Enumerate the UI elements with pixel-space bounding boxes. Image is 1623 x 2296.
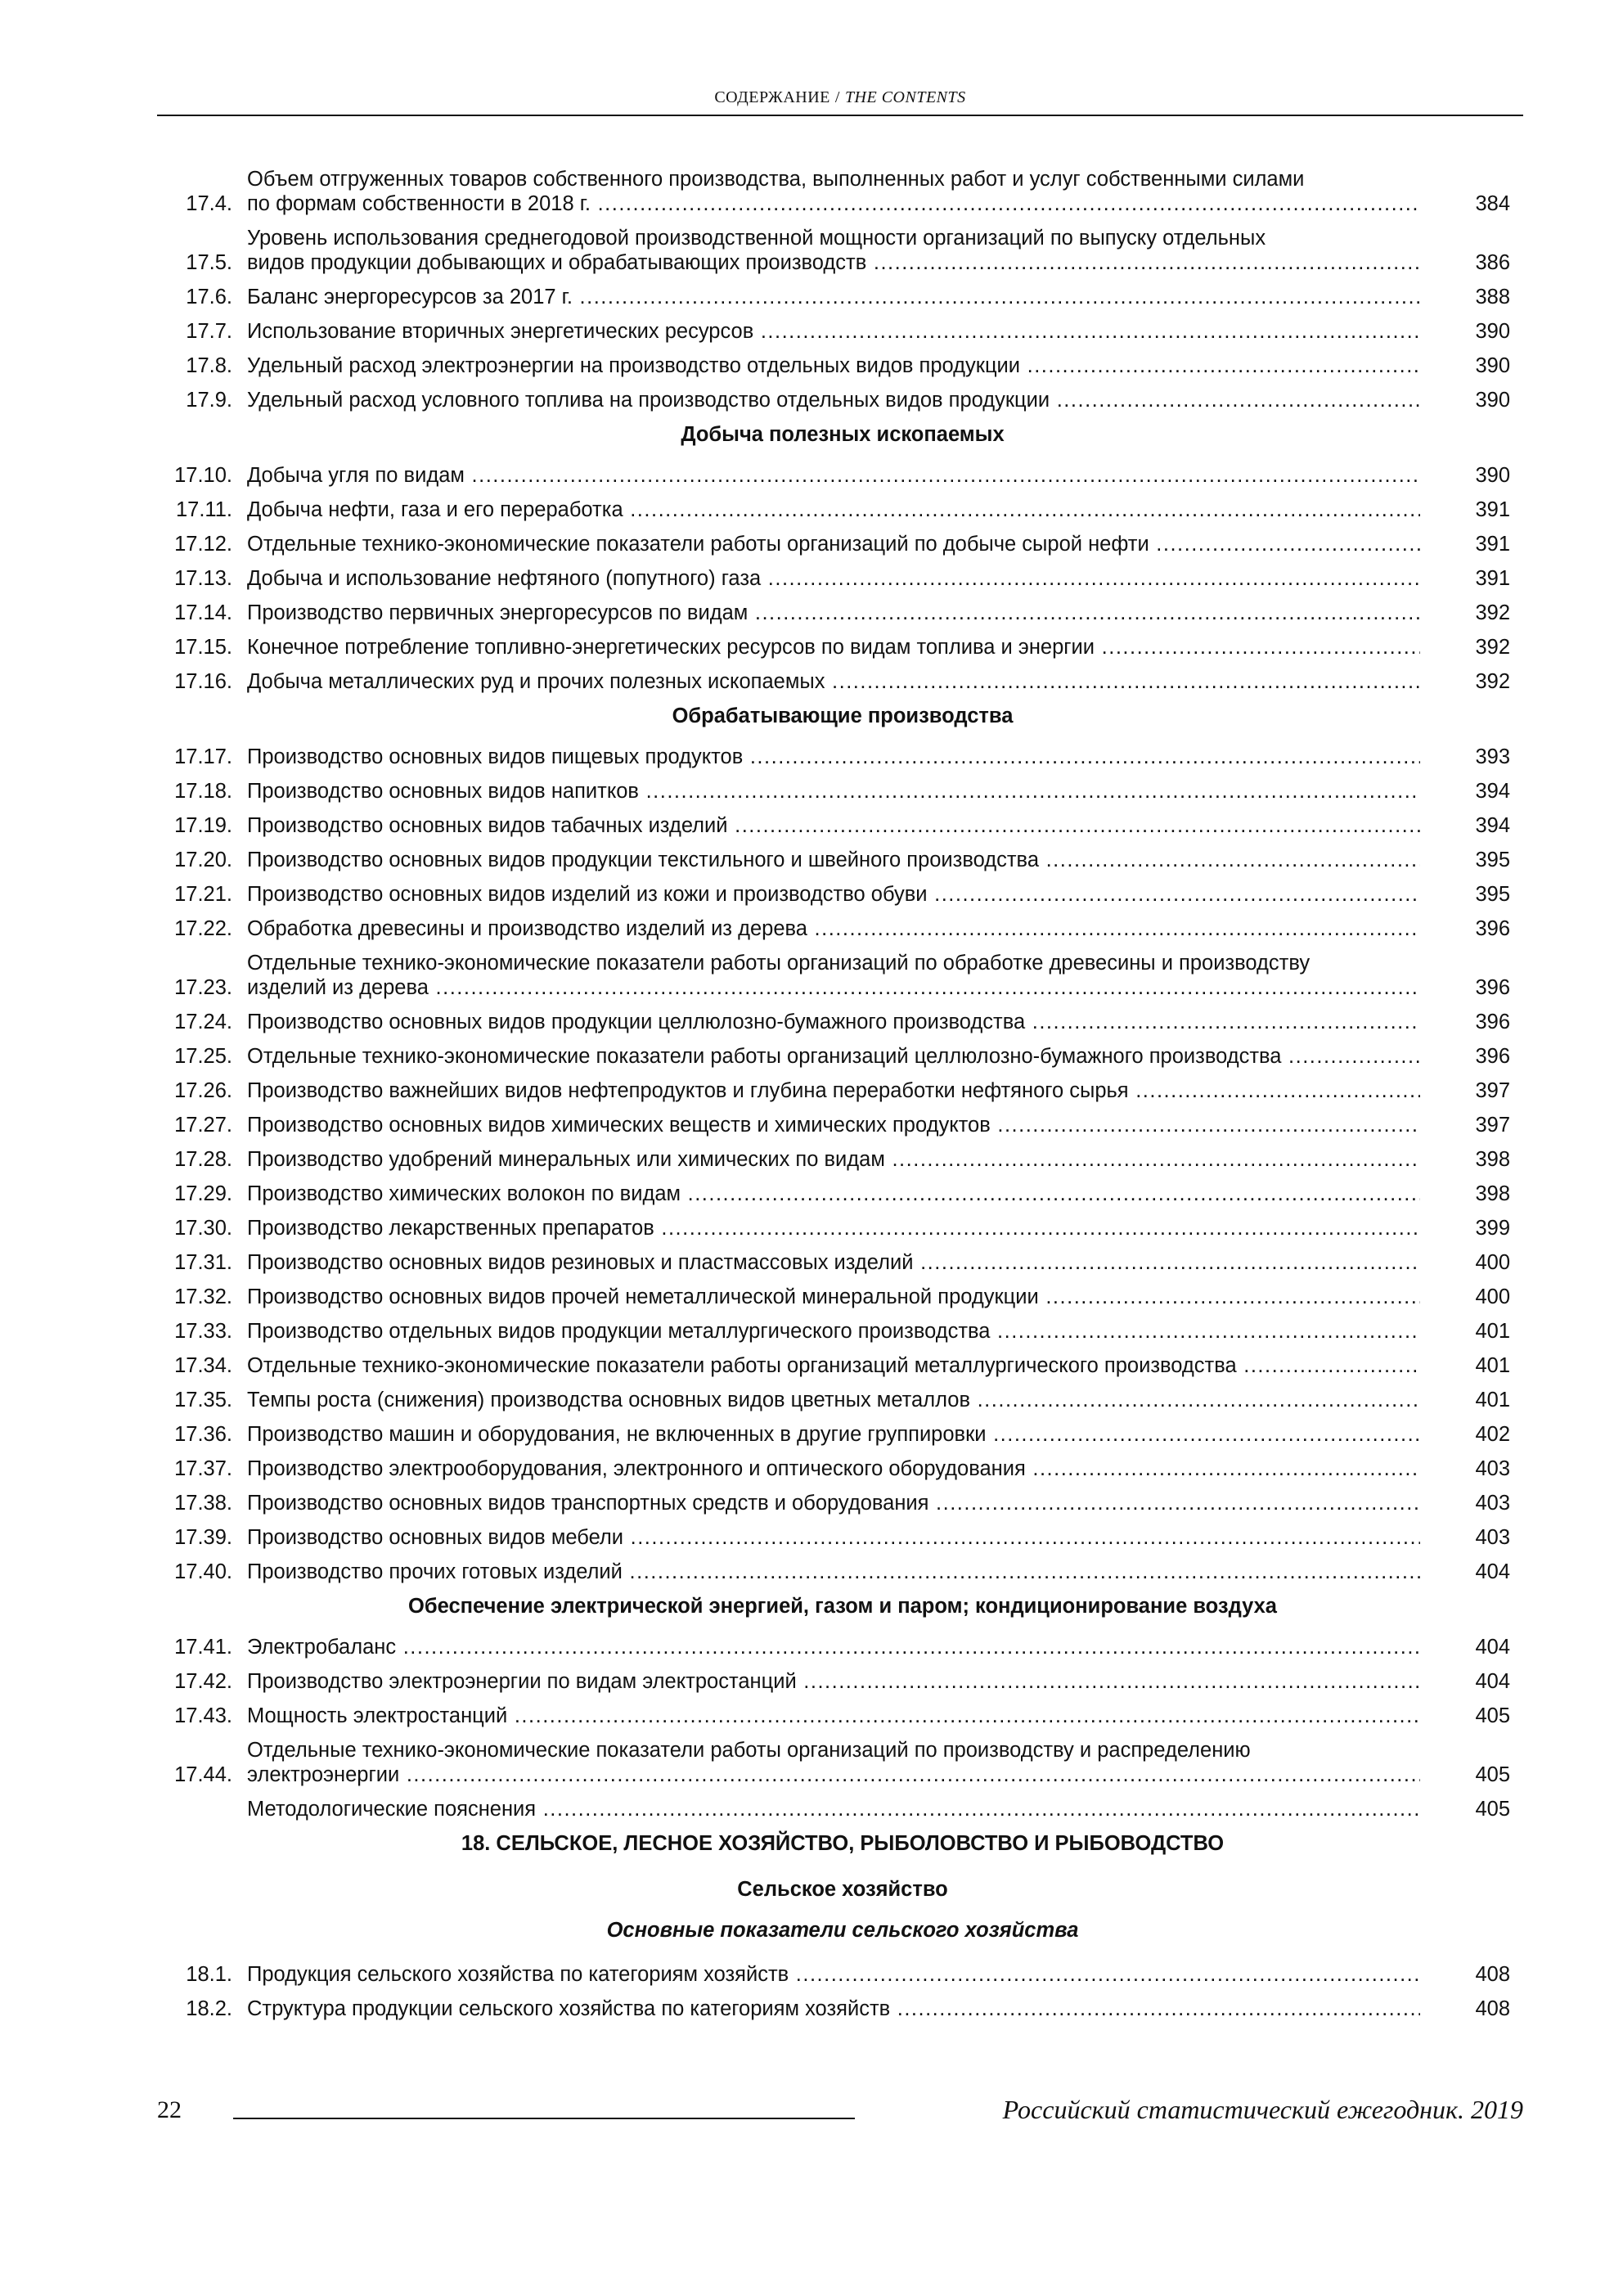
- toc-entry[interactable]: [164, 813, 1522, 838]
- toc-entry-title-line: Отдельные технико-экономические показатели работы организаций по добыче сырой нефти .....: [247, 532, 1420, 556]
- toc-entry-title: [247, 285, 1420, 309]
- toc-entry[interactable]: [164, 1010, 1522, 1034]
- toc-entry-title: [247, 916, 1420, 941]
- toc-entry-title-line: Производство электрооборудования, электронного и оптического оборудования .....: [247, 1456, 1420, 1481]
- toc-entry-number: 17.33.: [174, 1320, 232, 1343]
- toc-entry-title: [247, 388, 1420, 412]
- toc-entry-page: 408: [1475, 1997, 1510, 2020]
- toc-entry[interactable]: [164, 463, 1522, 488]
- toc-entry-title-line: Конечное потребление топливно-энергетических ресурсов по видам топлива и энергии .....: [247, 635, 1420, 660]
- toc-entry-number: 17.23.: [174, 976, 232, 999]
- toc-entry-title: [247, 1216, 1420, 1240]
- toc-entry[interactable]: [164, 916, 1522, 941]
- toc-entry-title-line: Обработка древесины и производство изделий из дерева .....: [247, 916, 1420, 941]
- toc-entry[interactable]: [164, 1319, 1522, 1344]
- toc-entry-title-line: Темпы роста (снижения) производства основных видов цветных металлов .....: [247, 1388, 1420, 1412]
- toc-entry[interactable]: [164, 1250, 1522, 1275]
- toc-entry-number: 17.13.: [174, 567, 232, 590]
- toc-entry[interactable]: [164, 532, 1522, 556]
- toc-entry-title-line: Производство основных видов табачных изделий .....: [247, 813, 1420, 838]
- toc-entry-title: [247, 1704, 1420, 1728]
- header-en: THE CONTENTS: [844, 88, 966, 106]
- toc-entry-number: 17.9.: [186, 389, 232, 412]
- toc-entry-page: 395: [1475, 883, 1510, 906]
- toc-entry-page: 405: [1475, 1763, 1510, 1786]
- toc-entry-page: 401: [1475, 1354, 1510, 1377]
- toc-entry-page: 391: [1475, 567, 1510, 590]
- toc-entry-number: 17.26.: [174, 1079, 232, 1102]
- toc-entry-page: 390: [1475, 389, 1510, 412]
- toc-entry-number: 17.37.: [174, 1457, 232, 1480]
- toc-entry-title: [247, 635, 1420, 660]
- toc-entry-title-line: Структура продукции сельского хозяйства по категориям хозяйств .....: [247, 1997, 1420, 2021]
- toc-entry[interactable]: [164, 1738, 1522, 1787]
- toc-entry-title: [247, 601, 1420, 625]
- toc-entry-title-line: по формам собственности в 2018 г. .....: [247, 191, 1420, 216]
- footer-publication-title: Российский статистический ежегодник. 2019: [1002, 2095, 1523, 2124]
- toc-entry-page: 396: [1475, 917, 1510, 940]
- toc-entry-number: 17.14.: [174, 601, 232, 624]
- section-heading: Сельское хозяйство: [737, 1878, 948, 1901]
- toc-entry-page: 403: [1475, 1457, 1510, 1480]
- section-heading: Основные показатели сельского хозяйства: [606, 1919, 1079, 1942]
- toc-entry[interactable]: [164, 882, 1522, 907]
- toc-entry-number: 17.24.: [174, 1011, 232, 1033]
- footer-page-number: 22: [157, 2096, 182, 2123]
- toc-entry-page: 388: [1475, 286, 1510, 308]
- toc-entry-title: [247, 1456, 1420, 1481]
- toc-entry-number: 18.1.: [186, 1963, 232, 1986]
- section-heading: Обеспечение электрической энергией, газом и паром; кондиционирование воздуха: [408, 1595, 1277, 1618]
- toc-entry-title: [247, 1182, 1420, 1206]
- toc-entry-title: [247, 779, 1420, 804]
- toc-entry[interactable]: [164, 779, 1522, 804]
- toc-entry-title-line: Производство электроэнергии по видам электростанций .....: [247, 1669, 1420, 1694]
- toc-entry-title-line: Производство лекарственных препаратов .....: [247, 1216, 1420, 1240]
- toc-entry-title: [247, 669, 1420, 694]
- toc-entry-title: [247, 1738, 1420, 1787]
- toc-entry[interactable]: [164, 1669, 1522, 1694]
- toc-entry-title-line: Добыча угля по видам .....: [247, 463, 1420, 488]
- toc-entry-title-line: Производство основных видов пищевых продуктов .....: [247, 745, 1420, 769]
- toc-entry-page: 404: [1475, 1670, 1510, 1693]
- toc-entry-title-line: Производство основных видов мебели .....: [247, 1525, 1420, 1550]
- toc-entry[interactable]: [164, 1216, 1522, 1240]
- toc-entry-page: 396: [1475, 976, 1510, 999]
- toc-entry[interactable]: [164, 745, 1522, 769]
- toc-entry-title-line: Отдельные технико-экономические показатели работы организаций по производству и распределению: [247, 1739, 1251, 1762]
- toc-entry-title-line: Производство основных видов продукции целлюлозно-бумажного производства .....: [247, 1010, 1420, 1034]
- toc-entry-number: 17.21.: [174, 883, 232, 906]
- toc-entry-number: 17.19.: [174, 814, 232, 837]
- toc-entry-title-line: Электробаланс .....: [247, 1635, 1420, 1659]
- toc-entry-title: [247, 1388, 1420, 1412]
- toc-entry-title: [247, 813, 1420, 838]
- toc-entry-title-line: Производство отдельных видов продукции металлургического производства .....: [247, 1319, 1420, 1344]
- toc-entry-title-line: Производство основных видов напитков .....: [247, 779, 1420, 804]
- toc-entry-page: 395: [1475, 849, 1510, 871]
- toc-entry-title: [247, 951, 1420, 1000]
- toc-entry-number: 17.15.: [174, 636, 232, 659]
- running-header: [157, 88, 1523, 107]
- toc-entry-page: 403: [1475, 1526, 1510, 1549]
- toc-entry-page: 404: [1475, 1560, 1510, 1583]
- toc-entry-title: [247, 1525, 1420, 1550]
- toc-entry-title: [247, 1560, 1420, 1584]
- toc-entry-title: [247, 848, 1420, 872]
- toc-entry-number: 17.30.: [174, 1217, 232, 1240]
- toc-entry-title: [247, 1078, 1420, 1103]
- toc-entry-title-line: Производство основных видов продукции текстильного и швейного производства .....: [247, 848, 1420, 872]
- toc-entry-title-line: Продукция сельского хозяйства по категориям хозяйств .....: [247, 1962, 1420, 1987]
- toc-entry[interactable]: [164, 848, 1522, 872]
- toc-entry-title-line: Мощность электростанций .....: [247, 1704, 1420, 1728]
- toc-entry[interactable]: [164, 1147, 1522, 1172]
- toc-entry-title: [247, 1962, 1420, 1987]
- toc-entry-number: 17.35.: [174, 1389, 232, 1411]
- toc-entry[interactable]: [164, 951, 1522, 1000]
- toc-entry-title: [247, 882, 1420, 907]
- toc-entry-page: 391: [1475, 498, 1510, 521]
- toc-entry-number: 17.29.: [174, 1182, 232, 1205]
- toc-entry[interactable]: [164, 1078, 1522, 1103]
- toc-entry-page: 408: [1475, 1963, 1510, 1986]
- toc-entry-title-line: Производство первичных энергоресурсов по видам .....: [247, 601, 1420, 625]
- toc-entry-title: [247, 1797, 1420, 1821]
- toc-entry-page: 396: [1475, 1011, 1510, 1033]
- toc-entry-title-line: Отдельные технико-экономические показатели работы организаций целлюлозно-бумажного производства .....: [247, 1044, 1420, 1069]
- toc-entry-title-line: электроэнергии .....: [247, 1763, 1420, 1787]
- toc-entry-number: 17.41.: [174, 1636, 232, 1659]
- toc-entry-title: [247, 1353, 1420, 1378]
- toc-entry-title-line: Производство основных видов транспортных средств и оборудования .....: [247, 1491, 1420, 1515]
- toc-entry[interactable]: [164, 226, 1522, 275]
- toc-entry-number: 17.27.: [174, 1114, 232, 1137]
- toc-entry-number: 17.36.: [174, 1423, 232, 1446]
- toc-entry-page: 390: [1475, 464, 1510, 487]
- toc-entry-title: [247, 566, 1420, 591]
- toc-entry-title-line: Производство основных видов химических веществ и химических продуктов .....: [247, 1113, 1420, 1137]
- toc-entry-title-line: Баланс энергоресурсов за 2017 г. .....: [247, 285, 1420, 309]
- toc-entry-title-line: Производство прочих готовых изделий .....: [247, 1560, 1420, 1584]
- toc-entry-page: 403: [1475, 1492, 1510, 1515]
- toc-entry[interactable]: [164, 353, 1522, 378]
- toc-entry-page: 400: [1475, 1285, 1510, 1308]
- toc-entry-page: 390: [1475, 320, 1510, 343]
- toc-entry[interactable]: [164, 1113, 1522, 1137]
- toc-entry-number: 17.17.: [174, 745, 232, 768]
- toc-entry-title-line: Методологические пояснения .....: [247, 1797, 1420, 1821]
- toc-entry-page: 402: [1475, 1423, 1510, 1446]
- toc-entry-title-line: изделий из дерева .....: [247, 975, 1420, 1000]
- toc-entry[interactable]: [164, 1635, 1522, 1659]
- toc-entry-title-line: Использование вторичных энергетических ресурсов .....: [247, 319, 1420, 344]
- toc-entry-title-line: Производство химических волокон по видам .....: [247, 1182, 1420, 1206]
- toc-entry-title: [247, 1997, 1420, 2021]
- toc-entry-page: 391: [1475, 533, 1510, 556]
- toc-entry[interactable]: [164, 601, 1522, 625]
- section-heading: Добыча полезных ископаемых: [681, 423, 1005, 446]
- toc-entry-number: 17.22.: [174, 917, 232, 940]
- toc-entry-page: 405: [1475, 1704, 1510, 1727]
- toc-entry[interactable]: [164, 167, 1522, 216]
- toc-entry[interactable]: [164, 1456, 1522, 1481]
- toc-entry-page: 390: [1475, 354, 1510, 377]
- toc-entry[interactable]: [164, 566, 1522, 591]
- toc-entry-number: 17.32.: [174, 1285, 232, 1308]
- toc-entry-title: [247, 353, 1420, 378]
- toc-entry-title: [247, 463, 1420, 488]
- toc-entry-title: [247, 1285, 1420, 1309]
- toc-entry-number: 17.28.: [174, 1148, 232, 1171]
- toc-entry-title: [247, 1669, 1420, 1694]
- toc-entry-number: 17.44.: [174, 1763, 232, 1786]
- toc-entry[interactable]: [164, 1422, 1522, 1447]
- toc-entry-number: 17.7.: [186, 320, 232, 343]
- toc-entry-page: 394: [1475, 780, 1510, 803]
- toc-entry-page: 401: [1475, 1320, 1510, 1343]
- toc-entry-title: [247, 1635, 1420, 1659]
- toc-entry-number: 17.16.: [174, 670, 232, 693]
- toc-entry-number: 17.34.: [174, 1354, 232, 1377]
- toc-entry-title-line: видов продукции добывающих и обрабатывающих производств .....: [247, 250, 1420, 275]
- header-ru: СОДЕРЖАНИЕ: [714, 88, 830, 106]
- toc-entry-title: [247, 1113, 1420, 1137]
- toc-entry[interactable]: [164, 1560, 1522, 1584]
- toc-entry-title-line: Производство машин и оборудования, не включенных в другие группировки .....: [247, 1422, 1420, 1447]
- toc-entry-title: [247, 1147, 1420, 1172]
- toc-entry-title-line: Добыча металлических руд и прочих полезных ископаемых .....: [247, 669, 1420, 694]
- toc-entry-number: 17.40.: [174, 1560, 232, 1583]
- toc-entry[interactable]: [164, 1491, 1522, 1515]
- toc-entry-page: 392: [1475, 636, 1510, 659]
- toc-entry[interactable]: [164, 669, 1522, 694]
- toc-entry[interactable]: [164, 497, 1522, 522]
- toc-entry-number: 17.39.: [174, 1526, 232, 1549]
- toc-entry-title: [247, 745, 1420, 769]
- toc-entry-number: 17.12.: [174, 533, 232, 556]
- toc-entry[interactable]: [164, 1997, 1522, 2021]
- toc-entry-number: 17.31.: [174, 1251, 232, 1274]
- toc-entry-page: 404: [1475, 1636, 1510, 1659]
- toc-entry-number: 17.43.: [174, 1704, 232, 1727]
- table-of-contents: [164, 167, 1522, 2031]
- toc-entry-page: 384: [1475, 192, 1510, 215]
- toc-entry-page: 394: [1475, 814, 1510, 837]
- toc-entry-title: [247, 167, 1420, 216]
- toc-entry-number: 17.4.: [186, 192, 232, 215]
- toc-entry-title: [247, 1044, 1420, 1069]
- header-separator: /: [834, 88, 840, 106]
- toc-entry-title-line: Производство важнейших видов нефтепродуктов и глубина переработки нефтяного сырья .....: [247, 1078, 1420, 1103]
- toc-entry-number: 17.5.: [186, 251, 232, 274]
- toc-entry-page: 401: [1475, 1389, 1510, 1411]
- toc-entry-title: [247, 1319, 1420, 1344]
- toc-entry[interactable]: [164, 319, 1522, 344]
- toc-entry[interactable]: [164, 1962, 1522, 1987]
- toc-entry-page: 392: [1475, 670, 1510, 693]
- toc-entry-number: 17.20.: [174, 849, 232, 871]
- toc-entry[interactable]: [164, 388, 1522, 412]
- toc-entry-number: 17.25.: [174, 1045, 232, 1068]
- toc-entry-page: 393: [1475, 745, 1510, 768]
- toc-entry[interactable]: [164, 1388, 1522, 1412]
- toc-entry-page: 399: [1475, 1217, 1510, 1240]
- toc-entry-number: 18.2.: [186, 1997, 232, 2020]
- toc-entry-number: 17.18.: [174, 780, 232, 803]
- toc-entry-title: [247, 532, 1420, 556]
- toc-entry-title-line: Отдельные технико-экономические показатели работы организаций металлургического производства .....: [247, 1353, 1420, 1378]
- section-heading: 18. СЕЛЬСКОЕ, ЛЕСНОЕ ХОЗЯЙСТВО, РЫБОЛОВСТВО И РЫБОВОДСТВО: [461, 1832, 1225, 1855]
- toc-entry-title: [247, 1491, 1420, 1515]
- toc-entry-title: [247, 1250, 1420, 1275]
- toc-entry-page: 392: [1475, 601, 1510, 624]
- toc-entry[interactable]: [164, 1704, 1522, 1728]
- toc-entry-page: 397: [1475, 1114, 1510, 1137]
- toc-entry-title-line: Удельный расход электроэнергии на производство отдельных видов продукции .....: [247, 353, 1420, 378]
- toc-entry[interactable]: [164, 285, 1522, 309]
- toc-entry[interactable]: [164, 1797, 1522, 1821]
- toc-entry-title: [247, 319, 1420, 344]
- toc-entry[interactable]: [164, 1285, 1522, 1309]
- toc-entry-page: 400: [1475, 1251, 1510, 1274]
- toc-entry-number: 17.38.: [174, 1492, 232, 1515]
- toc-entry-title: [247, 1010, 1420, 1034]
- toc-entry[interactable]: [164, 635, 1522, 660]
- toc-entry-page: 386: [1475, 251, 1510, 274]
- toc-entry-page: 396: [1475, 1045, 1510, 1068]
- toc-entry-number: 17.8.: [186, 354, 232, 377]
- toc-entry-title-line: Отдельные технико-экономические показатели работы организаций по обработке древесины и производству: [247, 952, 1311, 975]
- toc-entry-title: [247, 1422, 1420, 1447]
- toc-entry[interactable]: [164, 1353, 1522, 1378]
- toc-entry-title: [247, 226, 1420, 275]
- toc-entry-page: 405: [1475, 1798, 1510, 1821]
- footer-rule: [233, 2118, 855, 2119]
- toc-entry-title-line: Удельный расход условного топлива на производство отдельных видов продукции .....: [247, 388, 1420, 412]
- toc-entry-title-line: Объем отгруженных товаров собственного производства, выполненных работ и услуг собственными силами: [247, 168, 1305, 191]
- toc-entry-number: 17.10.: [174, 464, 232, 487]
- toc-entry-page: 398: [1475, 1182, 1510, 1205]
- toc-entry-title: [247, 497, 1420, 522]
- toc-entry[interactable]: [164, 1044, 1522, 1069]
- toc-entry-title-line: Добыча и использование нефтяного (попутного) газа .....: [247, 566, 1420, 591]
- toc-entry-title-line: Производство основных видов резиновых и пластмассовых изделий .....: [247, 1250, 1420, 1275]
- toc-entry-number: 17.11.: [175, 498, 232, 521]
- toc-entry[interactable]: [164, 1525, 1522, 1550]
- toc-entry-number: 17.6.: [186, 286, 232, 308]
- header-rule: [157, 115, 1523, 116]
- toc-entry-title-line: Производство удобрений минеральных или химических по видам .....: [247, 1147, 1420, 1172]
- section-heading: Обрабатывающие производства: [672, 705, 1014, 727]
- toc-entry-title-line: Производство основных видов прочей неметаллической минеральной продукции .....: [247, 1285, 1420, 1309]
- toc-entry-number: 17.42.: [174, 1670, 232, 1693]
- toc-entry-page: 398: [1475, 1148, 1510, 1171]
- toc-entry-page: 397: [1475, 1079, 1510, 1102]
- toc-entry-title-line: Производство основных видов изделий из кожи и производство обуви .....: [247, 882, 1420, 907]
- toc-entry[interactable]: [164, 1182, 1522, 1206]
- toc-entry-title-line: Добыча нефти, газа и его переработка .....: [247, 497, 1420, 522]
- toc-entry-title-line: Уровень использования среднегодовой производственной мощности организаций по выпуску отдельных: [247, 227, 1266, 250]
